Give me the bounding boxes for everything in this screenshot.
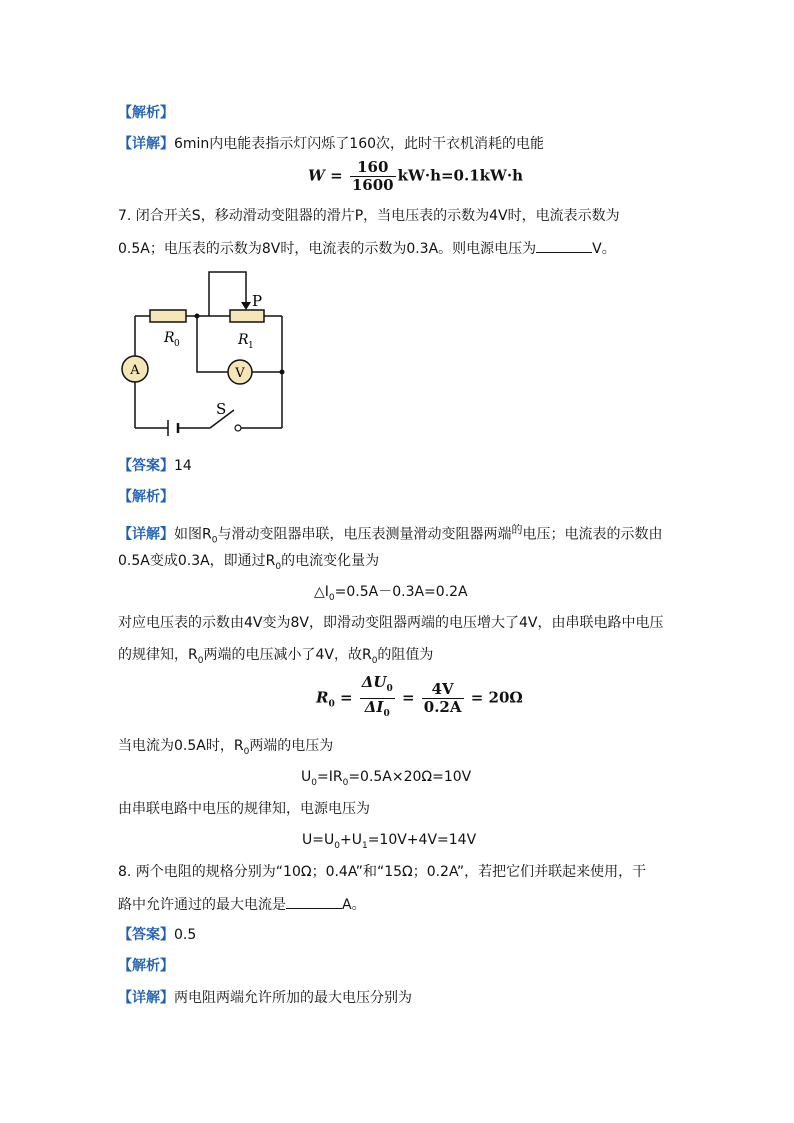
q7-d2-text-a: 0.5A变成0.3A，即通过R <box>118 553 276 569</box>
q7-line2-text: 0.5A；电压表的示数为8V时，电流表的示数为0.3A。则电源电压为 <box>118 241 537 257</box>
q7-question-line2 <box>118 238 616 259</box>
q7-eq2-text-b: =IR <box>316 769 343 785</box>
q6-fraction <box>350 159 396 194</box>
label-r1-sub: 1 <box>248 341 254 351</box>
q7-d4-text-b: 两端的电压减小了4V，故R <box>203 647 372 663</box>
q7-eq1-sub: 0 <box>328 592 335 603</box>
q7-d4-text-c: 的阻值为 <box>377 647 434 663</box>
q7-detail-line4 <box>118 645 433 671</box>
answer-label: 【答案】 <box>118 458 174 474</box>
q7-d1-text-b: 与滑动变阻器串联，电压表测量滑动变阻器两端 <box>217 526 512 543</box>
q7-d1-sub: 0 <box>211 535 218 546</box>
q7-d5-text-b: 两端的电压为 <box>249 738 334 754</box>
q7-d4-text-a: 的规律知，R <box>118 647 198 663</box>
q8-detail-label: 【详解】 <box>118 990 174 1006</box>
q7-d5-sub: 0 <box>243 746 250 757</box>
q7-eq3-text-b: +U <box>339 832 362 848</box>
f2-den-sub: 0 <box>383 709 390 719</box>
q6-detail-text: 6min内电能表指示灯闪烁了160次，此时干衣机消耗的电能 <box>174 136 545 152</box>
q7-eq1-text-a: △I <box>314 584 329 600</box>
wire-voltmeter-left <box>197 316 228 372</box>
f2-lhs: R <box>316 688 329 707</box>
q8-line2-text: 路中允许通过的最大电流是 <box>118 897 286 913</box>
q7-d4-sub: 0 <box>197 655 204 666</box>
q7-answer-blank[interactable] <box>536 238 592 253</box>
label-voltmeter: V <box>235 366 245 381</box>
junction-left <box>195 314 200 319</box>
q7-analysis-label: 【解析】 <box>118 489 174 505</box>
f2-den: ΔI <box>364 698 384 716</box>
q7-detail-line1 <box>118 520 662 550</box>
analysis-label: 【解析】 <box>118 105 174 121</box>
q7-answer-value: 14 <box>174 458 192 474</box>
f2-fraction-delta <box>360 674 395 723</box>
f2-fraction-values <box>422 681 464 716</box>
label-p: P <box>252 292 263 310</box>
switch-contact <box>235 425 241 431</box>
f2-num-sub: 0 <box>386 684 393 694</box>
f2-den2: 0.2A <box>423 698 462 716</box>
q7-eq2-sub2: 0 <box>342 777 349 788</box>
q7-d2-sub: 0 <box>275 561 282 572</box>
q8-answer-blank[interactable] <box>286 894 342 909</box>
q6-formula-rhs: kW·h=0.1kW·h <box>397 166 524 185</box>
q7-eq3-sub2: 1 <box>361 840 368 851</box>
label-r0-sub: 0 <box>174 339 180 349</box>
q6-fraction-numerator: 160 <box>350 159 396 177</box>
q7-eq3-text-a: U=U <box>302 832 335 848</box>
q7-line2-unit: V。 <box>592 241 616 257</box>
q7-equation-delta-i <box>314 582 468 608</box>
q8-answer-line <box>118 925 196 945</box>
f2-num: ΔU <box>361 673 387 691</box>
label-r1: R <box>238 332 249 348</box>
resistor-r1 <box>230 310 264 322</box>
f2-lhs-sub: 0 <box>328 699 335 710</box>
q8-answer-label: 【答案】 <box>118 927 174 943</box>
label-s: S <box>216 400 227 418</box>
q7-question-line1: 7. 闭合开关S，移动滑动变阻器的滑片P，当电压表的示数为4V时，电流表示数为 <box>118 208 620 224</box>
q7-formula-r0: $R_0$ = $\frac{\Delta U_0}{\Delta I_0}$ = $\frac{4V}{0.2A}$ = 20Ω <box>316 674 523 723</box>
detail-label: 【详解】 <box>118 136 174 152</box>
q7-d4-sub2: 0 <box>371 655 378 666</box>
q7-detail-line2 <box>118 551 379 577</box>
q7-eq3-sub: 0 <box>334 840 340 851</box>
q6-formula <box>308 159 523 194</box>
label-r0: R <box>164 330 175 346</box>
q8-answer-value: 0.5 <box>174 927 197 943</box>
q7-d1-text-a: 如图R <box>174 526 212 543</box>
slider-arrow <box>241 302 251 310</box>
q6-fraction-denominator: 1600 <box>351 176 394 194</box>
q6-detail-line <box>118 134 544 154</box>
q7-d1-text-c: 的 <box>511 523 523 536</box>
q8-detail-text: 两电阻两端允许所加的最大电压分别为 <box>174 990 412 1006</box>
q7-eq1-text-b: =0.5A－0.3A=0.2A <box>334 584 468 600</box>
q7-equation-u0 <box>301 767 471 793</box>
q8-question-line1: 8. 两个电阻的规格分别为“10Ω；0.4A”和“15Ω；0.2A”，若把它们并联起来使用，干 <box>118 864 647 880</box>
q7-d1-text-d: 电压；电流表的示数由 <box>522 526 663 543</box>
q7-detail-line6: 由串联电路中电压的规律知，电源电压为 <box>118 801 370 817</box>
q7-d5-text-a: 当电流为0.5A时，R <box>118 738 244 754</box>
q8-line2-unit: A。 <box>342 897 366 913</box>
q7-equation-u <box>302 830 476 856</box>
q7-detail-line5 <box>118 736 333 762</box>
label-ammeter: A <box>130 363 140 378</box>
resistor-r0 <box>150 310 186 322</box>
q8-analysis-label: 【解析】 <box>118 958 174 974</box>
q7-d2-text-b: 的电流变化量为 <box>281 553 380 569</box>
circuit-diagram <box>118 262 298 442</box>
q7-detail-line3: 对应电压表的示数由4V变为8V，即滑动变阻器两端的电压增大了4V，由串联电路中电压 <box>118 615 664 631</box>
q8-question-line2 <box>118 894 366 915</box>
q7-detail-label: 【详解】 <box>118 526 174 543</box>
q7-eq3-text-c: =10V+4V=14V <box>367 832 477 848</box>
q7-eq2-sub: 0 <box>311 777 317 788</box>
q6-formula-lhs: W = <box>308 166 343 185</box>
q7-answer-line <box>118 456 192 476</box>
f2-num2: 4V <box>422 681 464 699</box>
q8-detail-line <box>118 988 412 1008</box>
f2-result: 20Ω <box>488 688 523 707</box>
junction-right <box>280 370 285 375</box>
q7-eq2-text-a: U <box>301 769 312 785</box>
q7-eq2-text-c: =0.5A×20Ω=10V <box>348 769 472 785</box>
